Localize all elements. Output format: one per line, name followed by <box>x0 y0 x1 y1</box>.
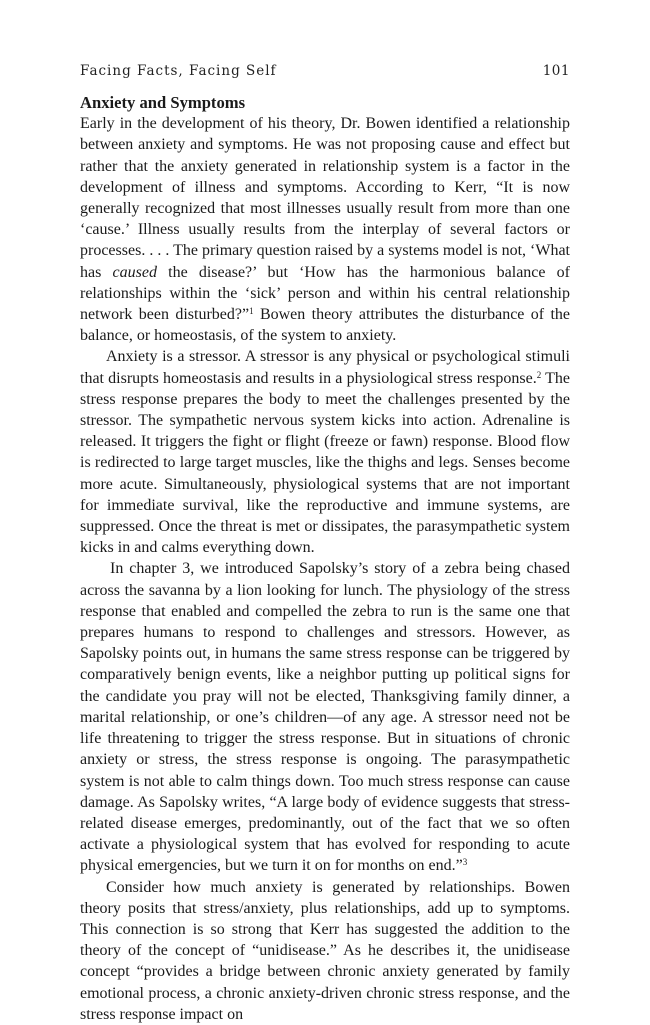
paragraph-2-text-b: The stress response prepares the body to meet the challenges presented by the stressor. The sympathetic nervous system kicks into action. Adrenaline is released. It triggers the fight or flight (freeze or fawn) response. Blood flow is redirected to large target muscles, like the thighs and legs. Senses become more acute. Simultaneously, physiological systems that are not important for immediate survival, like the reproductive and immune systems, are suppressed. Once the threat is met or dissipates, the parasympathetic system kicks in and calms everything down. <box>80 369 570 557</box>
running-head-title: Facing Facts, Facing Self <box>80 63 277 79</box>
paragraph-4-text-a: Consider how much anxiety is generated by relationships. Bowen theory posits that stress/anxiety, plus relationships, add up to symptoms. This connection is so strong that Kerr has suggested the addition to the theory of the concept of “unidisease.” As he describes it, the unidisease concept “provides a bridge between chronic anxiety generated by family emotional process, a chronic anxiety-driven chronic stress response, and the stress response impact on <box>80 878 570 1023</box>
paragraph-4 <box>80 877 570 1025</box>
running-head <box>80 63 570 81</box>
paragraph-1-text-a: Early in the development of his theory, Dr. Bowen identified a relationship between anxiety and symptoms. He was not proposing cause and effect but rather that the anxiety generated in relationship system is a factor in the development of illness and symptoms. According to Kerr, “It is now generally recognized that most illnesses usually result from more than one ‘cause.’ Illness usually results from the interplay of several factors or processes. . . . The primary question raised by a systems model is not, ‘What has <box>80 115 570 281</box>
paragraph-3 <box>80 558 570 876</box>
footnote-marker-1: 1 <box>249 306 254 317</box>
paragraph-1-text-c: Bowen theory attributes the disturbance of the balance, or homeostasis, of the system to anxiety. <box>80 306 570 345</box>
paragraph-2-text-a: Anxiety is a stressor. A stressor is any physical or psychological stimuli that disrupts homeostasis and results in a physiological stress response. <box>80 348 570 387</box>
paragraph-3-text-a: In chapter 3, we introduced Sapolsky’s story of a zebra being chased across the savanna by a lion looking for lunch. The physiology of the stress response that enabled and compelled the zebra to run is the same one that prepares humans to respond to challenges and stressors. However, as Sapolsky points out, in humans the same stress response can be triggered by comparatively benign events, like a neighbor putting up political signs for the candidate you pray will not be elected, Thanksgiving family dinner, a marital relationship, or one’s children—of any age. A stressor need not be life threatening to trigger the stress response. But in situations of chronic anxiety or stress, the stress response is ongoing. The parasympathetic system is not able to calm things down. Too much stress response can cause damage. As Sapolsky writes, “A large body of evidence suggests that stress-related disease emerges, predominantly, out of the fact that we so often activate a physiological system that has evolved for responding to acute physical emergencies, but we turn it on for months on end.” <box>80 560 570 875</box>
paragraph-1-emphasis: caused <box>112 263 157 281</box>
footnote-marker-3: 3 <box>462 857 468 868</box>
paragraph-1 <box>80 113 570 346</box>
footnote-marker-2: 2 <box>536 369 542 380</box>
page-number: 101 <box>542 63 570 79</box>
paragraph-1-text-b: the disease?’ but ‘How has the harmonious balance of relationships within the ‘sick’ person and within his central relationship network been disturbed?” <box>80 263 571 324</box>
body-text <box>80 92 570 1025</box>
section-heading: Anxiety and Symptoms <box>80 93 246 112</box>
paragraph-2 <box>80 346 570 558</box>
